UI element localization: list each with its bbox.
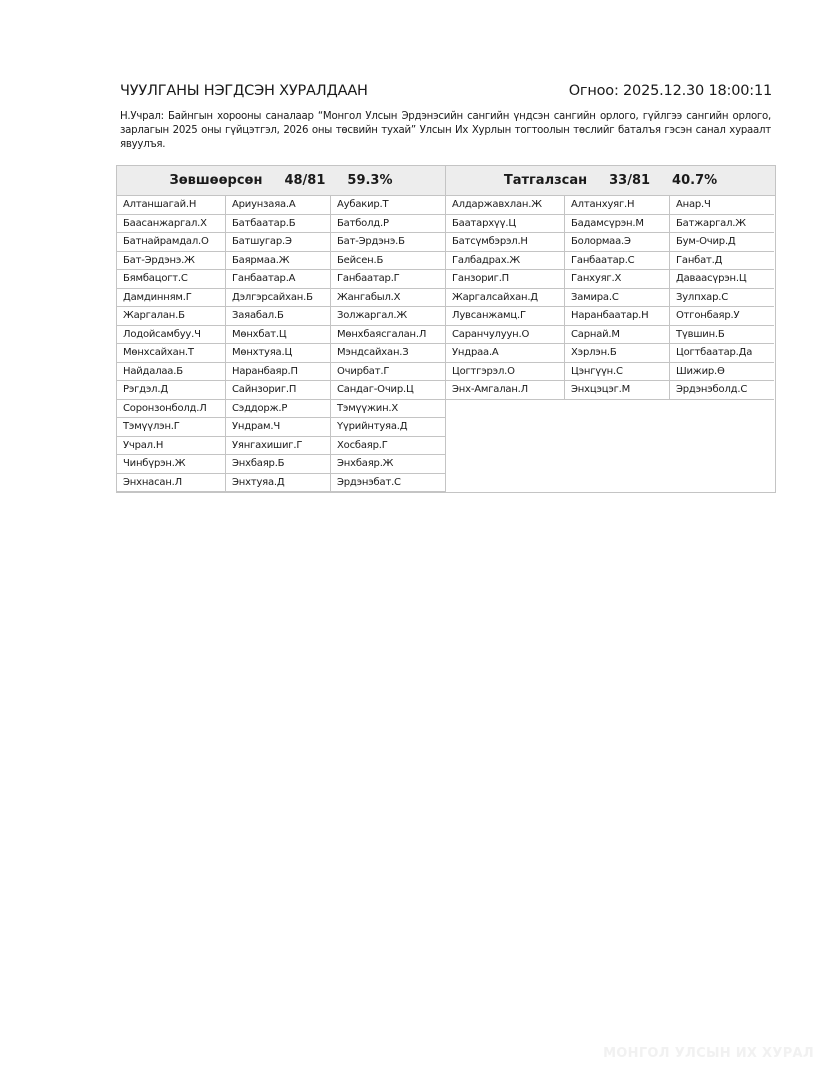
member-name-cell: Батбаатар.Б — [226, 215, 331, 234]
vote-date: Огноо: 2025.12.30 18:00:11 — [568, 83, 772, 99]
document-title: ЧУУЛГАНЫ НЭГДСЭН ХУРАЛДААН — [120, 83, 368, 99]
member-name-cell: Батшугар.Э — [226, 233, 331, 252]
member-name-cell: Энхбаяр.Б — [226, 455, 331, 474]
member-name-cell: Бум-Очир.Д — [670, 233, 774, 252]
member-name-cell: Алдаржавхлан.Ж — [446, 196, 565, 215]
member-name-cell: Зулпхар.С — [670, 289, 774, 308]
member-name-cell: Мөнхтуяа.Ц — [226, 344, 331, 363]
member-name-cell: Мэндсайхан.З — [331, 344, 445, 363]
approved-label: Зөвшөөрсөн — [169, 173, 263, 188]
member-name-cell: Энхбаяр.Ж — [331, 455, 445, 474]
member-name-cell: Цэнгүүн.С — [565, 363, 670, 382]
member-name-cell: Сайнзориг.П — [226, 381, 331, 400]
member-name-cell: Бат-Эрдэнэ.Б — [331, 233, 445, 252]
member-name-cell: Соронзонболд.Л — [117, 400, 226, 419]
member-name-cell: Ундраа.А — [446, 344, 565, 363]
member-name-cell: Эрдэнэболд.С — [670, 381, 774, 400]
member-name-cell: Сэддорж.Р — [226, 400, 331, 419]
member-name-cell: Мөнхбаясгалан.Л — [331, 326, 445, 345]
member-name-cell: Баатархүү.Ц — [446, 215, 565, 234]
member-name-cell: Лодойсамбуу.Ч — [117, 326, 226, 345]
member-name-cell: Мөнхбат.Ц — [226, 326, 331, 345]
member-name-cell: Наранбаатар.Н — [565, 307, 670, 326]
member-name-cell: Жангабыл.Х — [331, 289, 445, 308]
member-name-cell: Жаргалан.Б — [117, 307, 226, 326]
approved-count: 48/81 — [284, 173, 326, 188]
member-name-cell: Энх-Амгалан.Л — [446, 381, 565, 400]
member-name-cell: Шижир.Ө — [670, 363, 774, 382]
member-name-cell: Саранчулуун.О — [446, 326, 565, 345]
member-name-cell: Дэлгэрсайхан.Б — [226, 289, 331, 308]
member-name-cell: Цогтбаатар.Да — [670, 344, 774, 363]
approved-percent: 59.3% — [347, 173, 393, 188]
member-name-cell: Уянгахишиг.Г — [226, 437, 331, 456]
rejected-percent: 40.7% — [672, 173, 718, 188]
member-name-cell: Хэрлэн.Б — [565, 344, 670, 363]
member-name-cell: Даваасүрэн.Ц — [670, 270, 774, 289]
member-name-cell: Замира.С — [565, 289, 670, 308]
member-name-cell: Үүрийнтуяа.Д — [331, 418, 445, 437]
member-name-cell: Сандаг-Очир.Ц — [331, 381, 445, 400]
member-name-cell: Цогтгэрэл.О — [446, 363, 565, 382]
member-name-cell: Батнайрамдал.О — [117, 233, 226, 252]
member-name-cell: Бадамсүрэн.М — [565, 215, 670, 234]
member-name-cell: Ганбаатар.С — [565, 252, 670, 271]
member-name-cell: Жаргалсайхан.Д — [446, 289, 565, 308]
rejected-header — [446, 166, 775, 196]
member-name-cell: Энхнасан.Л — [117, 474, 226, 493]
member-name-cell: Аубакир.Т — [331, 196, 445, 215]
member-name-cell: Анар.Ч — [670, 196, 774, 215]
member-name-cell: Найдалаа.Б — [117, 363, 226, 382]
member-name-cell: Очирбат.Г — [331, 363, 445, 382]
member-name-cell: Наранбаяр.П — [226, 363, 331, 382]
member-name-cell: Золжаргал.Ж — [331, 307, 445, 326]
member-name-cell: Тэмүүлэн.Г — [117, 418, 226, 437]
approved-header — [117, 166, 445, 196]
member-name-cell: Сарнай.М — [565, 326, 670, 345]
member-name-cell: Рэгдэл.Д — [117, 381, 226, 400]
member-name-cell: Заяабал.Б — [226, 307, 331, 326]
member-name-cell: Чинбүрэн.Ж — [117, 455, 226, 474]
member-name-cell: Ганбат.Д — [670, 252, 774, 271]
approved-table — [116, 165, 446, 493]
member-name-cell: Лувсанжамц.Г — [446, 307, 565, 326]
member-name-cell: Хосбаяр.Г — [331, 437, 445, 456]
rejected-label: Татгалзсан — [503, 173, 588, 188]
member-name-cell: Ундрам.Ч — [226, 418, 331, 437]
member-name-cell: Батболд.Р — [331, 215, 445, 234]
member-name-cell: Энхтуяа.Д — [226, 474, 331, 493]
member-name-cell: Алтанхуяг.Н — [565, 196, 670, 215]
rejected-table — [446, 165, 776, 493]
motion-description: Н.Учрал: Байнгын хорооны саналаар “Монгол Улсын Эрдэнэсийн сангийн үндсэн сангийн орлого, гүйлгээ сангийн орлого, зарлагын 2025 оны гүйцэтгэл, 2026 оны төсвийн тухай” Улсын Их Хурлын тогтоолын төслийг баталъя гэсэн санал хураалт явуулъя. — [120, 111, 771, 150]
member-name-cell: Ганбаатар.А — [226, 270, 331, 289]
member-name-cell: Бямбацогт.С — [117, 270, 226, 289]
member-name-cell: Ариунзаяа.А — [226, 196, 331, 215]
member-name-cell: Ганзориг.П — [446, 270, 565, 289]
member-name-cell: Дамдинням.Г — [117, 289, 226, 308]
member-name-cell: Энхцэцэг.М — [565, 381, 670, 400]
member-name-cell: Эрдэнэбат.С — [331, 474, 445, 493]
member-name-cell: Батсүмбэрэл.Н — [446, 233, 565, 252]
member-name-cell: Тэмүүжин.Х — [331, 400, 445, 419]
approved-names-grid — [117, 196, 445, 492]
member-name-cell: Ганхуяг.Х — [565, 270, 670, 289]
member-name-cell: Болормаа.Э — [565, 233, 670, 252]
member-name-cell: Учрал.Н — [117, 437, 226, 456]
member-name-cell: Батжаргал.Ж — [670, 215, 774, 234]
watermark: МОНГОЛ УЛСЫН ИХ ХУРАЛ — [603, 1046, 814, 1061]
member-name-cell: Галбадрах.Ж — [446, 252, 565, 271]
member-name-cell: Алтаншагай.Н — [117, 196, 226, 215]
member-name-cell: Түвшин.Б — [670, 326, 774, 345]
member-name-cell: Бат-Эрдэнэ.Ж — [117, 252, 226, 271]
member-name-cell: Отгонбаяр.У — [670, 307, 774, 326]
member-name-cell: Мөнхсайхан.Т — [117, 344, 226, 363]
member-name-cell: Баярмаа.Ж — [226, 252, 331, 271]
member-name-cell: Баасанжаргал.Х — [117, 215, 226, 234]
rejected-count: 33/81 — [609, 173, 651, 188]
member-name-cell: Бейсен.Б — [331, 252, 445, 271]
member-name-cell: Ганбаатар.Г — [331, 270, 445, 289]
rejected-names-grid — [446, 196, 775, 400]
